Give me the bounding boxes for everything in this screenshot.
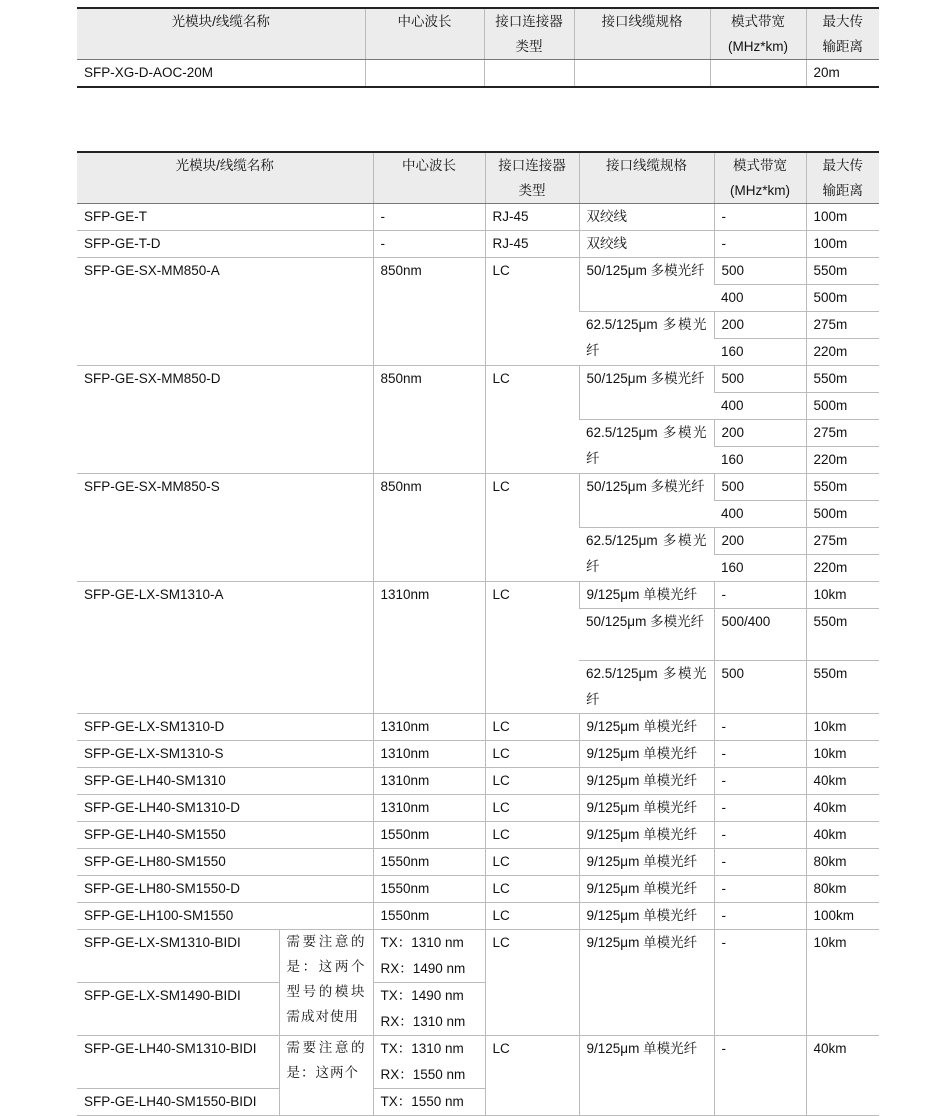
- distance-cell: 40km: [806, 768, 879, 795]
- cable-cell: 双绞线: [579, 204, 714, 231]
- connector-cell: LC: [485, 258, 579, 366]
- cable-cell: 62.5/125μm 多模光纤: [579, 312, 714, 366]
- wavelength-cell: 1310nm: [373, 768, 485, 795]
- cable-cell: 62.5/125μm 多模光纤: [579, 661, 714, 714]
- module-name: SFP-GE-LH100-SM1550: [77, 903, 373, 930]
- cable-cell: 62.5/125μm 多模光纤: [579, 528, 714, 582]
- module-name: SFP-GE-LX-SM1310-A: [77, 582, 373, 714]
- module-name: SFP-XG-D-AOC-20M: [84, 65, 214, 80]
- distance-cell: 275m: [806, 420, 879, 447]
- bandwidth-cell: 500/400: [714, 609, 806, 661]
- bandwidth-cell: 400: [714, 501, 806, 528]
- distance-cell: 40km: [806, 795, 879, 822]
- wavelength-cell: 1550nm: [373, 822, 485, 849]
- bandwidth-cell: -: [714, 741, 806, 768]
- distance-cell: 550m: [806, 609, 879, 661]
- connector-cell: LC: [485, 903, 579, 930]
- bandwidth-cell: 500: [714, 366, 806, 393]
- header-name: 光模块/线缆名称: [77, 8, 365, 60]
- wavelength-cell: -: [373, 231, 485, 258]
- header-distance: 最大传 输距离: [806, 8, 879, 60]
- distance-cell: 10km: [806, 582, 879, 609]
- table-row: [77, 474, 879, 501]
- module-name: SFP-GE-LH80-SM1550-D: [77, 876, 373, 903]
- distance-cell: 10km: [806, 741, 879, 768]
- bandwidth-cell: -: [714, 204, 806, 231]
- bandwidth-cell: -: [714, 231, 806, 258]
- table-row: [77, 258, 879, 285]
- connector-cell: LC: [485, 741, 579, 768]
- bandwidth-cell: 500: [714, 258, 806, 285]
- wavelength-cell: TX：1550 nm: [373, 1089, 485, 1116]
- connector-cell: LC: [485, 714, 579, 741]
- bandwidth-cell: 160: [714, 555, 806, 582]
- connector-cell: LC: [485, 768, 579, 795]
- distance-cell: 550m: [806, 366, 879, 393]
- cable-cell: 9/125μm 单模光纤: [579, 849, 714, 876]
- module-name: SFP-GE-LX-SM1490-BIDI: [77, 983, 279, 1036]
- bandwidth-cell: -: [714, 1036, 806, 1116]
- module-name: SFP-GE-LH40-SM1310-BIDI: [77, 1036, 279, 1089]
- cable-cell: 50/125μm 多模光纤: [579, 609, 714, 661]
- header-bandwidth: 模式带宽 (MHz*km): [710, 8, 806, 60]
- module-table-top: [77, 7, 879, 88]
- module-name: SFP-GE-T-D: [77, 231, 373, 258]
- distance-cell: 500m: [806, 501, 879, 528]
- module-name: SFP-GE-LX-SM1310-BIDI: [77, 930, 279, 983]
- cable-cell: 9/125μm 单模光纤: [579, 903, 714, 930]
- distance-cell: 20m: [806, 60, 879, 88]
- wavelength-cell: 850nm: [373, 474, 485, 582]
- bandwidth-cell: 160: [714, 339, 806, 366]
- wavelength-cell: 1550nm: [373, 903, 485, 930]
- bandwidth-cell: 400: [714, 393, 806, 420]
- cable-cell: 9/125μm 单模光纤: [579, 582, 714, 609]
- table-row: [77, 795, 879, 822]
- bandwidth-cell: 200: [714, 312, 806, 339]
- bandwidth-cell: -: [714, 822, 806, 849]
- distance-cell: 100m: [806, 231, 879, 258]
- distance-cell: 220m: [806, 447, 879, 474]
- wavelength-cell: 850nm: [373, 366, 485, 474]
- module-name: SFP-GE-LX-SM1310-S: [77, 741, 373, 768]
- wavelength-cell: 1310nm: [373, 582, 485, 714]
- cable-cell: 9/125μm 单模光纤: [579, 1036, 714, 1116]
- module-name: SFP-GE-SX-MM850-A: [77, 258, 373, 366]
- table-row: [77, 714, 879, 741]
- distance-cell: 275m: [806, 528, 879, 555]
- header-wavelength: 中心波长: [365, 8, 484, 60]
- table-row: [77, 930, 879, 983]
- distance-cell: 550m: [806, 258, 879, 285]
- pairing-note: 需要注意的是：这两个: [279, 1036, 373, 1116]
- header-name: 光模块/线缆名称: [77, 152, 373, 204]
- module-name: SFP-GE-LH80-SM1550: [77, 849, 373, 876]
- wavelength-cell: [365, 60, 484, 88]
- cable-cell: 9/125μm 单模光纤: [579, 741, 714, 768]
- table-row: [77, 768, 879, 795]
- distance-cell: 220m: [806, 339, 879, 366]
- cable-cell: 50/125μm 多模光纤: [579, 366, 714, 420]
- module-name: SFP-GE-T: [77, 204, 373, 231]
- header-bandwidth: 模式带宽 (MHz*km): [714, 152, 806, 204]
- bandwidth-cell: -: [714, 582, 806, 609]
- module-name: SFP-GE-LX-SM1310-D: [77, 714, 373, 741]
- bandwidth-cell: 500: [714, 474, 806, 501]
- module-name: SFP-GE-LH40-SM1550: [77, 822, 373, 849]
- module-name: SFP-GE-LH40-SM1310: [77, 768, 373, 795]
- distance-cell: 80km: [806, 876, 879, 903]
- distance-cell: 100km: [806, 903, 879, 930]
- wavelength-cell: 1310nm: [373, 741, 485, 768]
- wavelength-cell: 1310nm: [373, 714, 485, 741]
- table-row: [77, 582, 879, 609]
- connector-cell: LC: [485, 582, 579, 714]
- table-row: [77, 231, 879, 258]
- table-row: [77, 204, 879, 231]
- wavelength-cell: 1550nm: [373, 876, 485, 903]
- connector-cell: [484, 60, 574, 88]
- connector-cell: LC: [485, 795, 579, 822]
- table-row: [77, 876, 879, 903]
- bandwidth-cell: -: [714, 795, 806, 822]
- cable-cell: 9/125μm 单模光纤: [579, 768, 714, 795]
- distance-cell: 80km: [806, 849, 879, 876]
- bandwidth-cell: [710, 60, 806, 88]
- bandwidth-cell: 400: [714, 285, 806, 312]
- connector-cell: RJ-45: [485, 231, 579, 258]
- bandwidth-cell: -: [714, 930, 806, 1036]
- cable-cell: 9/125μm 单模光纤: [579, 795, 714, 822]
- table-row: [77, 60, 879, 88]
- wavelength-cell: -: [373, 204, 485, 231]
- distance-cell: 550m: [806, 661, 879, 714]
- module-name: SFP-GE-LH40-SM1310-D: [77, 795, 373, 822]
- cable-cell: 双绞线: [579, 231, 714, 258]
- bandwidth-cell: 500: [714, 661, 806, 714]
- cable-cell: 9/125μm 单模光纤: [579, 714, 714, 741]
- header-connector: 接口连接器 类型: [485, 152, 579, 204]
- distance-cell: 220m: [806, 555, 879, 582]
- module-table-main: [77, 151, 879, 1116]
- wavelength-cell: TX：1310 nm RX：1550 nm: [373, 1036, 485, 1089]
- bandwidth-cell: -: [714, 903, 806, 930]
- cable-cell: 62.5/125μm 多模光纤: [579, 420, 714, 474]
- table-row: [77, 822, 879, 849]
- bandwidth-cell: -: [714, 876, 806, 903]
- header-wavelength: 中心波长: [373, 152, 485, 204]
- connector-cell: LC: [485, 1036, 579, 1116]
- header-cable: 接口线缆规格: [574, 8, 710, 60]
- distance-cell: 40km: [806, 822, 879, 849]
- distance-cell: 500m: [806, 285, 879, 312]
- distance-cell: 10km: [806, 714, 879, 741]
- table-row: [77, 366, 879, 393]
- header-cable: 接口线缆规格: [579, 152, 714, 204]
- wavelength-cell: 1550nm: [373, 849, 485, 876]
- wavelength-cell: 1310nm: [373, 795, 485, 822]
- cable-cell: 9/125μm 单模光纤: [579, 822, 714, 849]
- table-row: [77, 1036, 879, 1089]
- table-row: [77, 741, 879, 768]
- distance-cell: 500m: [806, 393, 879, 420]
- module-name: SFP-GE-LH40-SM1550-BIDI: [77, 1089, 279, 1116]
- header-connector: 接口连接器 类型: [484, 8, 574, 60]
- module-name: SFP-GE-SX-MM850-S: [77, 474, 373, 582]
- connector-cell: LC: [485, 822, 579, 849]
- distance-cell: 40km: [806, 1036, 879, 1116]
- module-name: SFP-GE-SX-MM850-D: [77, 366, 373, 474]
- distance-cell: 275m: [806, 312, 879, 339]
- bandwidth-cell: 200: [714, 420, 806, 447]
- connector-cell: LC: [485, 366, 579, 474]
- cable-cell: [574, 60, 710, 88]
- cable-cell: 50/125μm 多模光纤: [579, 258, 714, 312]
- connector-cell: LC: [485, 930, 579, 1036]
- bandwidth-cell: -: [714, 714, 806, 741]
- bandwidth-cell: -: [714, 768, 806, 795]
- bandwidth-cell: 200: [714, 528, 806, 555]
- connector-cell: LC: [485, 474, 579, 582]
- table-row: [77, 849, 879, 876]
- distance-cell: 10km: [806, 930, 879, 1036]
- bandwidth-cell: 160: [714, 447, 806, 474]
- cable-cell: 9/125μm 单模光纤: [579, 930, 714, 1036]
- cable-cell: 9/125μm 单模光纤: [579, 876, 714, 903]
- pairing-note: 需要注意的是：这两个型号的模块需成对使用: [279, 930, 373, 1036]
- connector-cell: LC: [485, 849, 579, 876]
- table-row: [77, 903, 879, 930]
- connector-cell: RJ-45: [485, 204, 579, 231]
- wavelength-cell: 850nm: [373, 258, 485, 366]
- wavelength-cell: TX：1490 nm RX：1310 nm: [373, 983, 485, 1036]
- wavelength-cell: TX：1310 nm RX：1490 nm: [373, 930, 485, 983]
- bandwidth-cell: -: [714, 849, 806, 876]
- distance-cell: 100m: [806, 204, 879, 231]
- distance-cell: 550m: [806, 474, 879, 501]
- connector-cell: LC: [485, 876, 579, 903]
- header-distance: 最大传 输距离: [806, 152, 879, 204]
- cable-cell: 50/125μm 多模光纤: [579, 474, 714, 528]
